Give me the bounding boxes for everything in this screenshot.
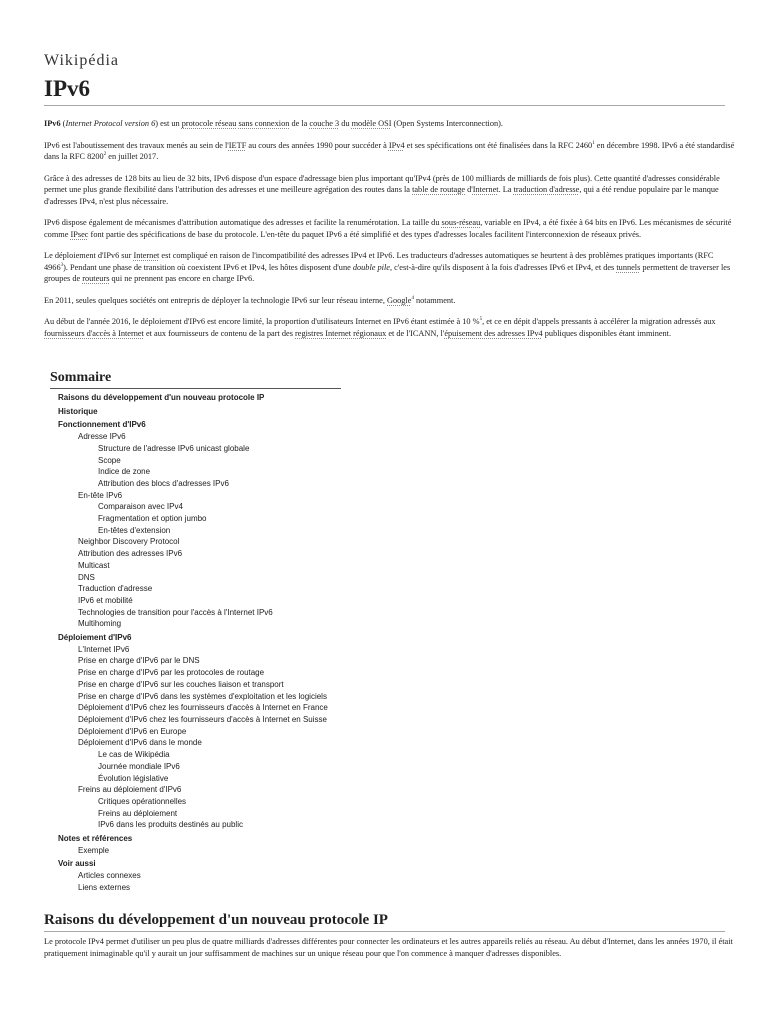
toc-item[interactable]: Déploiement d'IPv6 chez les fournisseurs d'accès à Internet en Suisse [78, 714, 327, 724]
text-run: en juillet 2017. [106, 152, 159, 161]
toc-item[interactable]: Raisons du développement d'un nouveau protocole IP [58, 393, 265, 402]
text-run: IPv6 est l'aboutissement des travaux menés au sein de l' [44, 140, 229, 150]
wiki-link[interactable]: IPsec [70, 229, 89, 239]
toc-item[interactable]: Prise en charge d'IPv6 dans les systèmes d'exploitation et les logiciels [78, 691, 327, 701]
toc-item[interactable]: DNS [78, 572, 95, 582]
reference-link[interactable]: 2 [103, 152, 107, 158]
text-run: de la [289, 119, 310, 128]
intro-paragraph [44, 217, 735, 240]
text-run: , et ce en dépit d'appels pressants à accélérer la migration adressés aux [482, 317, 716, 326]
reference-link[interactable]: 1 [592, 140, 595, 146]
wiki-link[interactable]: IPv4 [388, 140, 405, 150]
intro-paragraph [44, 250, 735, 285]
toc-item[interactable]: Attribution des blocs d'adresses IPv6 [98, 478, 229, 488]
text-run: publiques disponibles étant imminent. [542, 328, 672, 338]
text-run: . La [498, 185, 514, 194]
text-run: , qui a été rendue populaire par le manque d'adresses IPv4, n'est plus nécessaire. [44, 185, 719, 206]
toc-item[interactable]: IPv6 dans les produits destinés au public [98, 820, 243, 830]
text-run: En 2011, seules quelques sociétés ont entrepris de déployer la technologie IPv6 sur leur réseau interne, [44, 295, 387, 305]
toc-item[interactable]: Comparaison avec IPv4 [98, 502, 183, 512]
toc-item[interactable]: Freins au déploiement [98, 808, 178, 818]
wiki-link[interactable]: couche 3 [309, 119, 340, 128]
text-run: d' [465, 185, 473, 194]
page-title: IPv6 [44, 76, 725, 106]
toc-item[interactable]: Technologies de transition pour l'accès à l'Internet IPv6 [78, 607, 273, 617]
reference-link[interactable]: 3 [60, 262, 64, 268]
wiki-link[interactable]: Google [387, 295, 412, 305]
intro-paragraph [44, 173, 735, 208]
toc-item[interactable]: Notes et références [58, 834, 133, 844]
toc-item[interactable]: Indice de zone [98, 467, 151, 477]
text-run: qui ne prennent pas encore en charge IPv6. [109, 274, 255, 283]
toc-item[interactable]: En-têtes d'extension [98, 525, 171, 535]
text-run: Grâce à des adresses de 128 bits au lieu de 32 bits, IPv6 dispose d'un espace d'adressage bien plus important qu'IPv4 (près de 100 milliards de milliards de fois plus). Cette quantité d'adresses considérable permet une plus grande flexibilité dans l'attribution des adresses et une meilleure agrégation des routes dans la [44, 173, 720, 194]
text-run: Le déploiement d'IPv6 sur [44, 251, 134, 260]
toc-item[interactable]: Freins au déploiement d'IPv6 [78, 785, 182, 795]
text-run: (Open Systems Interconnection). [391, 119, 503, 128]
toc-item[interactable]: Déploiement d'IPv6 chez les fournisseurs d'accès à Internet en France [78, 703, 328, 713]
wiki-link[interactable]: Internet [133, 251, 160, 260]
toc-item[interactable]: Voir aussi [58, 859, 96, 869]
toc-item[interactable]: Scope [98, 455, 121, 465]
toc-title: Sommaire [50, 370, 341, 389]
toc-item[interactable]: Évolution législative [98, 773, 169, 783]
wiki-link[interactable]: traduction d'adresse [513, 185, 580, 194]
section-raisons [44, 912, 737, 959]
toc-list [50, 392, 346, 894]
text-run: IPv6 dispose également de mécanismes d'attribution automatique des adresses et facilite la renumérotation. La taille du [44, 218, 442, 227]
wiki-link[interactable]: Internet [472, 185, 499, 194]
toc-item[interactable]: Déploiement d'IPv6 dans le monde [78, 738, 202, 748]
table-of-contents [50, 370, 346, 894]
text-run: et de l'ICANN, l' [386, 328, 445, 338]
intro-paragraph [44, 295, 735, 307]
wiki-link[interactable]: sans connexion [238, 119, 290, 128]
text-run: , variable en IPv4, a été fixée à 64 bits en IPv6. Les mécanismes de sécurité comme [44, 218, 732, 239]
wikipedia-wordmark[interactable]: Wikipédia [44, 52, 119, 69]
toc-item[interactable]: Déploiement d'IPv6 [58, 633, 132, 643]
article-intro [44, 118, 735, 349]
toc-item[interactable]: Neighbor Discovery Protocol [78, 537, 180, 547]
toc-item[interactable]: Articles connexes [78, 871, 141, 881]
toc-item[interactable]: Attribution des adresses IPv6 [78, 549, 183, 559]
toc-item[interactable]: Structure de l'adresse IPv6 unicast globale [98, 443, 250, 453]
wiki-link[interactable]: IETF [228, 140, 247, 150]
toc-item[interactable]: Multihoming [78, 619, 122, 629]
reference-link[interactable]: 4 [411, 295, 414, 301]
toc-item[interactable]: L'Internet IPv6 [78, 644, 130, 654]
text-run: font partie des spécifications de base du protocole. L'en-tête du paquet IPv6 a été simplifié et des types d'adresses locales facilitent l'interconnexion de réseaux privés. [88, 229, 642, 239]
toc-item[interactable]: Fonctionnement d'IPv6 [58, 420, 146, 430]
text-run: au cours des années 1990 pour succéder à [246, 140, 389, 150]
text-run: Au début de l'année 2016, le déploiement d'IPv6 est encore limité, la proportion d'utilisateurs Internet en IPv6 étant estimée à 10 % [44, 317, 480, 326]
intro-paragraph [44, 118, 735, 130]
toc-item[interactable]: Historique [58, 406, 98, 416]
text-run: , c'est-à-dire qu'ils disposent à la fois d'adresses IPv6 et IPv4, et des [389, 262, 617, 272]
bold-term: IPv6 [44, 119, 61, 128]
italic-term: double pile [352, 262, 390, 272]
toc-item[interactable]: Prise en charge d'IPv6 par le DNS [78, 656, 200, 666]
section-paragraph: Le protocole IPv4 permet d'utiliser un peu plus de quatre milliards d'adresses différentes pour connecter les ordinateurs et les autres appareils reliés au réseau. Au début d'Internet, dans les années 1970, il était pratiquement inimaginable qu'il y aurait un jour suffisamment de machines sur un unique réseau pour que l'on commence à manquer d'adresses disponibles. [44, 937, 733, 958]
toc-item[interactable]: Exemple [78, 845, 110, 855]
section-heading: Raisons du développement d'un nouveau protocole IP [44, 912, 725, 932]
wiki-link[interactable]: fournisseurs d'accès à Internet [44, 328, 144, 338]
toc-item[interactable]: Prise en charge d'IPv6 par les protocoles de routage [78, 668, 265, 678]
wiki-link[interactable]: routeurs [82, 274, 110, 283]
text-run: ) est un [155, 119, 182, 128]
toc-item[interactable]: Déploiement d'IPv6 en Europe [78, 726, 187, 736]
text-run: en décembre 1998. IPv6 a été standardisé dans la RFC 8200 [44, 140, 735, 161]
wiki-link[interactable]: tunnels [616, 262, 641, 272]
toc-item[interactable]: Fragmentation et option jumbo [98, 514, 207, 524]
text-run: ). Pendant une phase de transition où coexistent IPv6 et IPv4, les hôtes disposent d'une [63, 262, 353, 272]
toc-item[interactable]: En-tête IPv6 [78, 490, 123, 500]
intro-paragraph [44, 140, 735, 163]
wiki-link[interactable]: épuisement des adresses IPv4 [444, 328, 543, 338]
toc-item[interactable]: Le cas de Wikipédia [98, 750, 170, 760]
toc-item[interactable]: Prise en charge d'IPv6 sur les couches liaison et transport [78, 679, 284, 689]
toc-item[interactable]: Multicast [78, 560, 110, 570]
wiki-link[interactable]: modèle OSI [351, 119, 392, 128]
toc-item[interactable]: Traduction d'adresse [78, 584, 153, 594]
wiki-link[interactable]: protocole réseau [181, 119, 237, 128]
toc-item[interactable]: IPv6 et mobilité [78, 595, 133, 605]
wiki-link[interactable]: registres Internet régionaux [295, 328, 387, 338]
text-run: et ses spécifications ont été finalisées dans la RFC 2460 [404, 140, 593, 150]
text-run: est compliqué en raison de l'incompatibilité des adresses IPv4 et IPv6. Les traducteurs d'adresses automatiques se heurtent à des problèmes pratiques importants (RFC 4966 [44, 251, 714, 272]
wiki-link[interactable]: sous-réseau [441, 218, 481, 227]
wiki-link[interactable]: table de routage [412, 185, 466, 194]
toc-item[interactable]: Critiques opérationnelles [98, 796, 187, 806]
toc-item[interactable]: Journée mondiale IPv6 [98, 761, 180, 771]
intro-paragraph [44, 316, 735, 339]
text-run: ( [60, 119, 66, 128]
text-run: permettent de traverser les groupes de [44, 262, 731, 283]
toc-item[interactable]: Liens externes [78, 882, 131, 892]
reference-link[interactable]: 5 [479, 317, 483, 323]
text-run: et aux fournisseurs de contenu de la part des [143, 328, 296, 338]
toc-item[interactable]: Adresse IPv6 [78, 432, 126, 442]
italic-term: Internet Protocol version 6 [65, 119, 156, 128]
text-run: du [339, 119, 352, 128]
text-run: notamment. [413, 295, 456, 305]
